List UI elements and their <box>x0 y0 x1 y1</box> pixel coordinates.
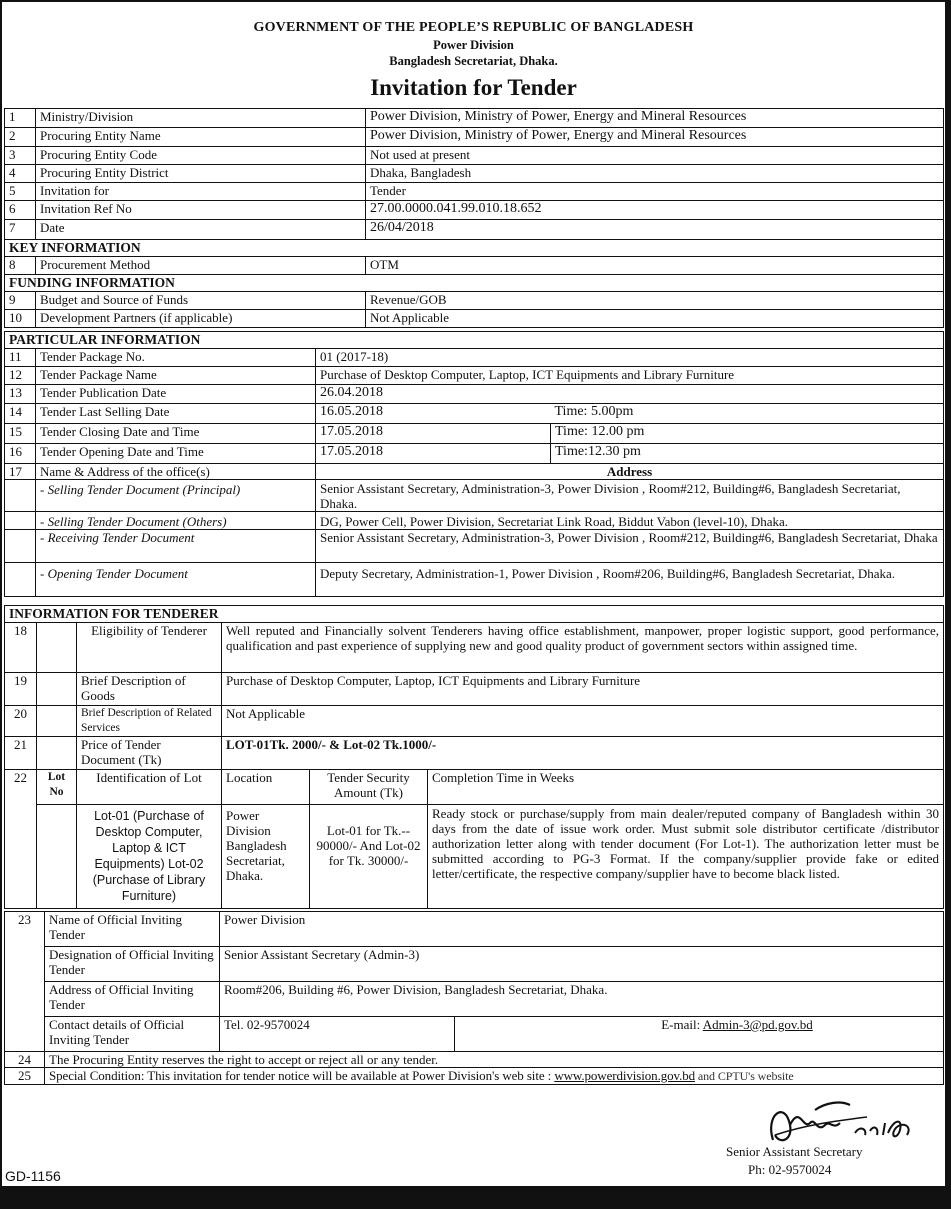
section-heading: INFORMATION FOR TENDERER <box>5 606 944 623</box>
tender-table-particular <box>4 331 944 597</box>
table-row <box>5 424 944 444</box>
row-label: Designation of Official Inviting Tender <box>45 947 220 982</box>
row-label: Price of Tender Document (Tk) <box>77 737 222 770</box>
scan-edge <box>947 0 951 1209</box>
row-spacer <box>37 623 77 673</box>
row-value: Tender <box>366 183 944 201</box>
contact-tel: Tel. 02-9570024 <box>220 1017 455 1052</box>
row-value: LOT-01Tk. 2000/- & Lot-02 Tk.1000/- <box>222 737 944 770</box>
row-value: 26.04.2018 <box>316 385 944 404</box>
row-number-spacer <box>5 563 36 597</box>
table-row <box>5 673 944 706</box>
row-label: Tender Closing Date and Time <box>36 424 316 444</box>
tender-table-basic <box>4 108 944 328</box>
row-time: Time: 5.00pm <box>551 404 944 424</box>
row-number: 20 <box>5 706 37 737</box>
table-row <box>5 128 944 147</box>
table-row <box>5 201 944 220</box>
row-number: 16 <box>5 444 36 464</box>
row-value: Power Division, Ministry of Power, Energy and Mineral Resources <box>366 109 944 128</box>
row-number: 25 <box>5 1068 45 1085</box>
row-label: Tender Package Name <box>36 367 316 385</box>
signatory-title: Senior Assistant Secretary <box>726 1144 863 1159</box>
lot-header-row <box>5 770 944 805</box>
office-row <box>5 563 944 597</box>
website-suffix: and CPTU's website <box>695 1069 794 1083</box>
table-row <box>5 183 944 201</box>
row-number: 10 <box>5 310 36 328</box>
office-row <box>5 530 944 563</box>
row-number-spacer <box>5 530 36 563</box>
row-label: Budget and Source of Funds <box>36 292 366 310</box>
row-number: 7 <box>5 220 36 240</box>
row-value: 27.00.0000.041.99.010.18.652 <box>366 201 944 220</box>
table-row <box>5 737 944 770</box>
table-row <box>5 292 944 310</box>
row-label: Eligibility of Tenderer <box>77 623 222 673</box>
tender-table-official <box>4 911 944 1085</box>
email-label: E-mail: <box>661 1017 703 1032</box>
row-label: Brief Description of Related Services <box>77 706 222 737</box>
row-label: Procuring Entity District <box>36 165 366 183</box>
table-row <box>5 1052 944 1068</box>
row-number: 17 <box>5 464 36 480</box>
gd-code: GD-1156 <box>5 1168 61 1184</box>
lot-detail-row <box>5 805 944 909</box>
table-row <box>5 706 944 737</box>
office-address: DG, Power Cell, Power Division, Secretariat Link Road, Biddut Vabon (level-10), Dhaka. <box>316 512 944 530</box>
table-row <box>5 464 944 480</box>
row-number: 22 <box>5 770 37 909</box>
row-value: OTM <box>366 257 944 275</box>
row-number-spacer <box>5 512 36 530</box>
tender-table-tenderer <box>4 605 944 909</box>
section-heading: PARTICULAR INFORMATION <box>5 332 944 349</box>
section-heading: KEY INFORMATION <box>5 240 944 257</box>
page-title: Invitation for Tender <box>370 75 577 100</box>
row-label: Tender Last Selling Date <box>36 404 316 424</box>
email-link[interactable]: Admin-3@pd.gov.bd <box>702 1017 813 1032</box>
office-label: - Selling Tender Document (Principal) <box>36 480 316 512</box>
row-value: Not used at present <box>366 147 944 165</box>
row-label: Procuring Entity Name <box>36 128 366 147</box>
office-address: Senior Assistant Secretary, Administration-3, Power Division , Room#212, Building#6, Bangladesh Secretariat, Dhaka. <box>316 480 944 512</box>
section-heading: FUNDING INFORMATION <box>5 275 944 292</box>
section-heading-row <box>5 275 944 292</box>
table-row <box>5 623 944 673</box>
website-link[interactable]: www.powerdivision.gov.bd <box>554 1068 696 1083</box>
row-value: Revenue/GOB <box>366 292 944 310</box>
table-row <box>5 165 944 183</box>
row-label: Date <box>36 220 366 240</box>
row-number: 9 <box>5 292 36 310</box>
table-row <box>5 310 944 328</box>
row-value: 01 (2017-18) <box>316 349 944 367</box>
table-row <box>5 220 944 240</box>
table-row <box>5 385 944 404</box>
row-number: 1 <box>5 109 36 128</box>
row-value: Dhaka, Bangladesh <box>366 165 944 183</box>
row-number: 24 <box>5 1052 45 1068</box>
row-value: 17.05.2018 <box>316 424 551 444</box>
row-time: Time: 12.00 pm <box>551 424 944 444</box>
row-time: Time:12.30 pm <box>551 444 944 464</box>
row-value: Well reputed and Financially solvent Tenderers having office establishment, manpower, proper logistic support, good performance, qualification and past experience of supplying new and good quality product of government sectors within assigned time. <box>222 623 944 673</box>
row-number: 18 <box>5 623 37 673</box>
table-row <box>5 444 944 464</box>
section-heading-row <box>5 240 944 257</box>
row-number: 12 <box>5 367 36 385</box>
lot-identification: Lot-01 (Purchase of Desktop Computer, Laptop & ICT Equipments) Lot-02 (Purchase of Library Furniture) <box>77 805 222 909</box>
row-number: 4 <box>5 165 36 183</box>
row-value: Purchase of Desktop Computer, Laptop, ICT Equipments and Library Furniture <box>316 367 944 385</box>
row-label: Brief Description of Goods <box>77 673 222 706</box>
row-value: Not Applicable <box>366 310 944 328</box>
row-label: Tender Package No. <box>36 349 316 367</box>
row-label: Address of Official Inviting Tender <box>45 982 220 1017</box>
row-value: 16.05.2018 <box>316 404 551 424</box>
row-number: 15 <box>5 424 36 444</box>
row-number: 21 <box>5 737 37 770</box>
table-row <box>5 404 944 424</box>
row-value: Power Division <box>220 912 944 947</box>
row-value: Purchase of Desktop Computer, Laptop, ICT Equipments and Library Furniture <box>222 673 944 706</box>
table-row <box>5 912 944 947</box>
office-row <box>5 480 944 512</box>
row-value: 17.05.2018 <box>316 444 551 464</box>
office-address: Senior Assistant Secretary, Administration-3, Power Division , Room#212, Building#6, Bangladesh Secretariat, Dhaka <box>316 530 944 563</box>
section-heading-row <box>5 606 944 623</box>
location-header: Location <box>222 770 310 805</box>
row-number-spacer <box>5 480 36 512</box>
identification-header: Identification of Lot <box>77 770 222 805</box>
office-label: - Opening Tender Document <box>36 563 316 597</box>
table-row <box>5 947 944 982</box>
row-number: 3 <box>5 147 36 165</box>
row-label: Contact details of Official Inviting Tender <box>45 1017 220 1052</box>
row-label: Ministry/Division <box>36 109 366 128</box>
row-number: 8 <box>5 257 36 275</box>
row-value: 26/04/2018 <box>366 220 944 240</box>
row-spacer <box>37 737 77 770</box>
row-number: 13 <box>5 385 36 404</box>
row-label: Development Partners (if applicable) <box>36 310 366 328</box>
table-row <box>5 982 944 1017</box>
lot-location: Power Division Bangladesh Secretariat, Dhaka. <box>222 805 310 909</box>
row-value: Power Division, Ministry of Power, Energy and Mineral Resources <box>366 128 944 147</box>
office-label: - Selling Tender Document (Others) <box>36 512 316 530</box>
location-heading: Bangladesh Secretariat, Dhaka. <box>389 54 558 68</box>
contact-email <box>455 1017 944 1052</box>
security-header: Tender Security Amount (Tk) <box>310 770 428 805</box>
table-row <box>5 257 944 275</box>
table-row <box>5 1017 944 1052</box>
lot-security: Lot-01 for Tk.-- 90000/- And Lot-02 for Tk. 30000/- <box>310 805 428 909</box>
row-spacer <box>37 673 77 706</box>
office-label: - Receiving Tender Document <box>36 530 316 563</box>
office-row <box>5 512 944 530</box>
row-number: 19 <box>5 673 37 706</box>
row-label: Procurement Method <box>36 257 366 275</box>
scan-edge-bottom <box>0 1186 951 1209</box>
row-label: Name & Address of the office(s) <box>36 464 316 480</box>
table-row <box>5 109 944 128</box>
government-heading: GOVERNMENT OF THE PEOPLE’S REPUBLIC OF BANGLADESH <box>253 20 694 35</box>
address-heading: Address <box>316 464 944 480</box>
row-text: The Procuring Entity reserves the right to accept or reject all or any tender. <box>45 1052 944 1068</box>
row-label: Tender Publication Date <box>36 385 316 404</box>
signatory-phone: Ph: 02-9570024 <box>748 1162 832 1177</box>
row-value: Room#206, Building #6, Power Division, Bangladesh Secretariat, Dhaka. <box>220 982 944 1017</box>
office-address: Deputy Secretary, Administration-1, Power Division , Room#206, Building#6, Bangladesh Secretariat, Dhaka. <box>316 563 944 597</box>
table-row <box>5 367 944 385</box>
row-label: Invitation for <box>36 183 366 201</box>
lot-completion: Ready stock or purchase/supply from main dealer/reputed company of Bangladesh within 30 days from the date of issue work order. Must submit sole distributor certificate /distributor authorization letter along with tender document (For Lot-1). The authorization letter must be submitted according to PG-3 Format. If the company/supplier provide fake or edited letter/certificate, the respective company/supplier have to become black listed. <box>428 805 944 909</box>
row-number: 5 <box>5 183 36 201</box>
lot-no-cell <box>37 805 77 909</box>
row-number: 2 <box>5 128 36 147</box>
table-row <box>5 349 944 367</box>
completion-header: Completion Time in Weeks <box>428 770 944 805</box>
row-value: Not Applicable <box>222 706 944 737</box>
row-value: Senior Assistant Secretary (Admin-3) <box>220 947 944 982</box>
table-row <box>5 1068 944 1085</box>
row-number: 14 <box>5 404 36 424</box>
row-text <box>45 1068 944 1085</box>
row-number: 23 <box>5 912 45 1052</box>
row-spacer <box>37 706 77 737</box>
division-heading: Power Division <box>433 38 514 52</box>
lot-no-header: Lot No <box>37 770 77 805</box>
section-heading-row <box>5 332 944 349</box>
row-label: Procuring Entity Code <box>36 147 366 165</box>
table-row <box>5 147 944 165</box>
row-number: 11 <box>5 349 36 367</box>
row-label: Invitation Ref No <box>36 201 366 220</box>
row-label: Tender Opening Date and Time <box>36 444 316 464</box>
row-label: Name of Official Inviting Tender <box>45 912 220 947</box>
special-condition-text: Special Condition: This invitation for tender notice will be available at Power Division's web site : <box>49 1068 555 1083</box>
row-number: 6 <box>5 201 36 220</box>
